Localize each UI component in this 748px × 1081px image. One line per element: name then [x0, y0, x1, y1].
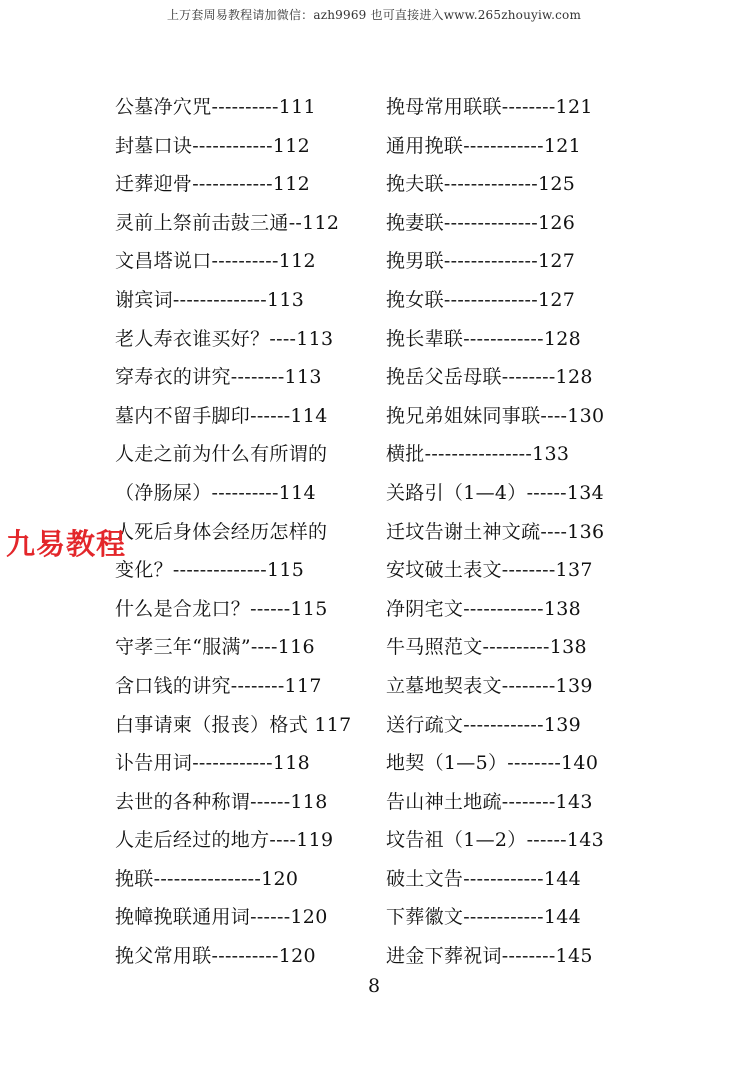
- toc-entry: 白事请柬（报丧）格式 117: [115, 713, 352, 736]
- toc-entry: 挽幛挽联通用词------120: [115, 906, 328, 929]
- toc-entry: 封墓口诀------------112: [115, 134, 311, 157]
- toc-entry: 老人寿衣谁买好？----113: [115, 327, 334, 350]
- toc-entry: 下葬徽文------------144: [386, 906, 582, 929]
- toc-entry: 告山神土地疏--------143: [386, 790, 593, 813]
- toc-entry: 文昌塔说口----------112: [115, 250, 316, 273]
- toc-entry: 穿寿衣的讲究--------113: [115, 366, 322, 389]
- toc-entry: 地契（1—5）--------140: [386, 752, 599, 775]
- toc-entry: 守孝三年“服满”----116: [115, 636, 315, 659]
- toc-entry: 挽长辈联------------128: [386, 327, 582, 350]
- toc-entry: 挽岳父岳母联--------128: [386, 366, 593, 389]
- toc-entry: 含口钱的讲究--------117: [115, 674, 322, 697]
- toc-entry: 坟告祖（1—2）------143: [386, 829, 605, 852]
- toc-entry: 挽母常用联联--------121: [386, 96, 593, 118]
- toc-entry: 什么是合龙口？------115: [115, 597, 328, 620]
- toc-entry: 牛马照范文----------138: [386, 636, 587, 659]
- toc-entry: 人走之前为什么有所谓的: [115, 443, 328, 466]
- toc-entry: 净阴宅文------------138: [386, 597, 582, 620]
- toc-entry: 变化？--------------115: [115, 559, 305, 582]
- toc-entry: 横批----------------133: [386, 443, 570, 466]
- toc-entry: 挽联----------------120: [115, 867, 299, 890]
- toc-entry: 挽女联--------------127: [386, 288, 576, 311]
- toc-entry: 去世的各种称谓------118: [115, 790, 328, 813]
- toc-entry: 灵前上祭前击鼓三通--112: [115, 211, 340, 234]
- toc-entry: 挽妻联--------------126: [386, 211, 576, 234]
- toc-entry: 挽父常用联----------120: [115, 945, 316, 968]
- toc-entry: 通用挽联------------121: [386, 134, 582, 157]
- page-header: 上万套周易教程请加微信：azh9969 也可直接进入www.265zhouyiw.com: [166, 8, 582, 22]
- toc-entry: 谢宾词--------------113: [115, 288, 305, 311]
- page-number: 8: [367, 975, 381, 997]
- toc-entry: 迁坟告谢土神文疏----136: [386, 520, 605, 543]
- toc-entry: 安坟破土表文--------137: [386, 559, 593, 582]
- toc-entry: 进金下葬祝词--------145: [386, 945, 593, 968]
- toc-entry: 立墓地契表文--------139: [386, 674, 593, 697]
- toc-entry: 人死后身体会经历怎样的: [115, 520, 328, 543]
- toc-entry: 墓内不留手脚印------114: [115, 404, 328, 427]
- toc-entry: 讣告用词------------118: [115, 752, 311, 775]
- toc-entry: 挽兄弟姐妹同事联----130: [386, 404, 605, 427]
- toc-entry: 送行疏文------------139: [386, 713, 582, 736]
- toc-entry: 破土文告------------144: [386, 867, 582, 890]
- toc-entry: 挽男联--------------127: [386, 250, 576, 273]
- toc-left-column: [115, 88, 365, 976]
- toc-entry: 公墓净穴咒----------111: [115, 96, 316, 118]
- toc-entry: 关路引（1—4）------134: [386, 481, 605, 504]
- toc-right-column: [386, 88, 636, 976]
- toc-entry: 迁葬迎骨------------112: [115, 173, 311, 196]
- toc-entry: 挽夫联--------------125: [386, 173, 576, 196]
- watermark: 九易教程: [6, 527, 127, 561]
- toc-entry: （净肠屎）----------114: [115, 481, 316, 504]
- toc-entry: 人走后经过的地方----119: [115, 829, 334, 852]
